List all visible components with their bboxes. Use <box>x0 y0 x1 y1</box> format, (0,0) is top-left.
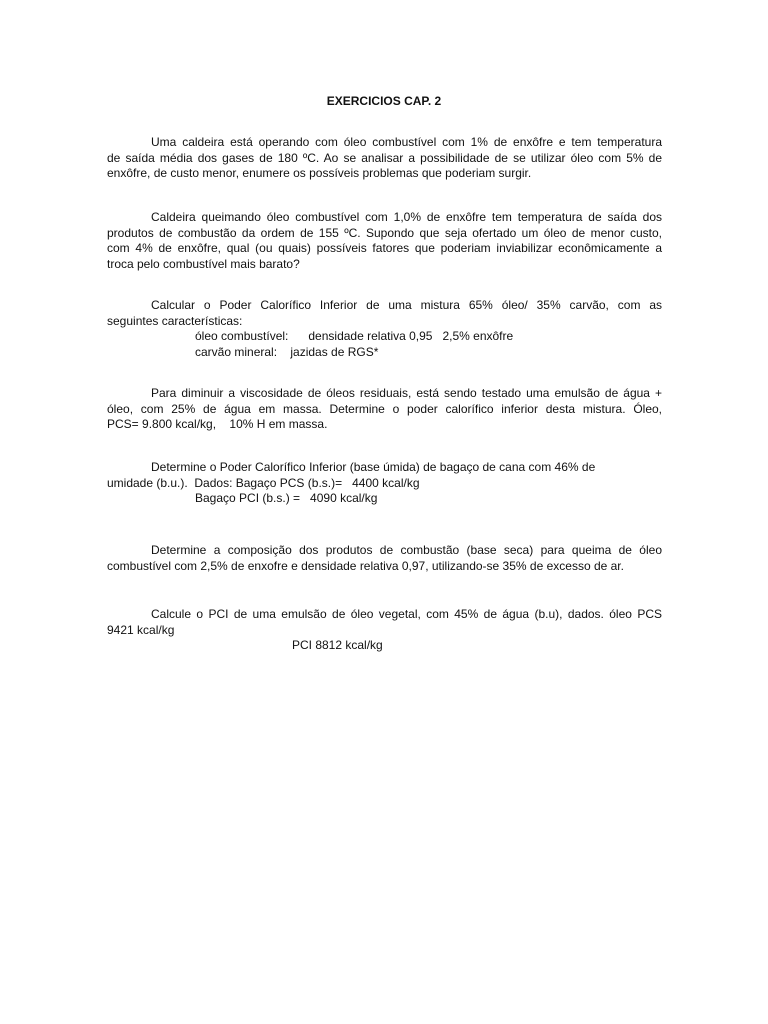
exercise-line: troca pelo combustível mais barato? <box>107 256 300 271</box>
exercise-line: PCI 8812 kcal/kg <box>292 638 383 652</box>
exercise-line: umidade (b.u.). Dados: Bagaço PCS (b.s.)= 4400 kcal/kg <box>107 475 420 490</box>
exercise-line: produtos de combustão da ordem de 155 ºC. Supondo que seja ofertado um óleo de menor custo, <box>107 225 662 240</box>
exercise-4 <box>107 386 662 433</box>
exercise-line: carvão mineral: jazidas de RGS* <box>195 344 379 359</box>
exercise-line: com 4% de enxôfre, qual (ou quais) possíveis fatores que poderiam inviabilizar econômicamente a <box>107 241 662 255</box>
exercise-7 <box>107 607 662 654</box>
exercise-line: óleo combustível: densidade relativa 0,95 2,5% enxôfre <box>195 329 514 343</box>
exercise-2 <box>107 210 662 272</box>
exercise-line: Caldeira queimando óleo combustível com 1,0% de enxôfre tem temperatura de saída dos <box>151 210 662 224</box>
exercise-line: PCS= 9.800 kcal/kg, 10% H em massa. <box>107 417 328 431</box>
exercise-line: seguintes características: <box>107 313 243 328</box>
exercise-line: enxôfre, de custo menor, enumere os possíveis problemas que poderiam surgir. <box>107 166 532 180</box>
exercise-3 <box>107 298 662 360</box>
exercise-1 <box>107 135 662 182</box>
exercise-line: óleo, com 25% de água em massa. Determine o poder calorífico inferior desta mistura. Óleo, <box>107 401 662 416</box>
exercise-6 <box>107 543 662 574</box>
document-title: EXERCICIOS CAP. 2 <box>326 94 442 108</box>
exercise-line: Para diminuir a viscosidade de óleos residuais, está sendo testado uma emulsão de água + <box>151 386 662 400</box>
exercise-5 <box>107 460 662 507</box>
exercise-line: 9421 kcal/kg <box>107 622 175 637</box>
exercise-line: combustível com 2,5% de enxofre e densidade relativa 0,97, utilizando-se 35% de excesso de ar. <box>107 558 624 573</box>
exercise-line: Determine a composição dos produtos de combustão (base seca) para queima de óleo <box>151 543 662 557</box>
exercise-line: de saída média dos gases de 180 ºC. Ao se analisar a possibilidade de se utilizar óleo com 5% de <box>107 150 662 165</box>
exercise-line: Uma caldeira está operando com óleo combustível com 1% de enxôfre e tem temperatura <box>151 135 662 149</box>
exercise-line: Bagaço PCI (b.s.) = 4090 kcal/kg <box>195 491 378 505</box>
exercise-line: Calcular o Poder Calorífico Inferior de uma mistura 65% óleo/ 35% carvão, com as <box>151 298 662 312</box>
exercise-line: Calcule o PCI de uma emulsão de óleo vegetal, com 45% de água (b.u), dados. óleo PCS <box>151 607 662 621</box>
exercise-line: Determine o Poder Calorífico Inferior (base úmida) de bagaço de cana com 46% de <box>151 460 596 474</box>
